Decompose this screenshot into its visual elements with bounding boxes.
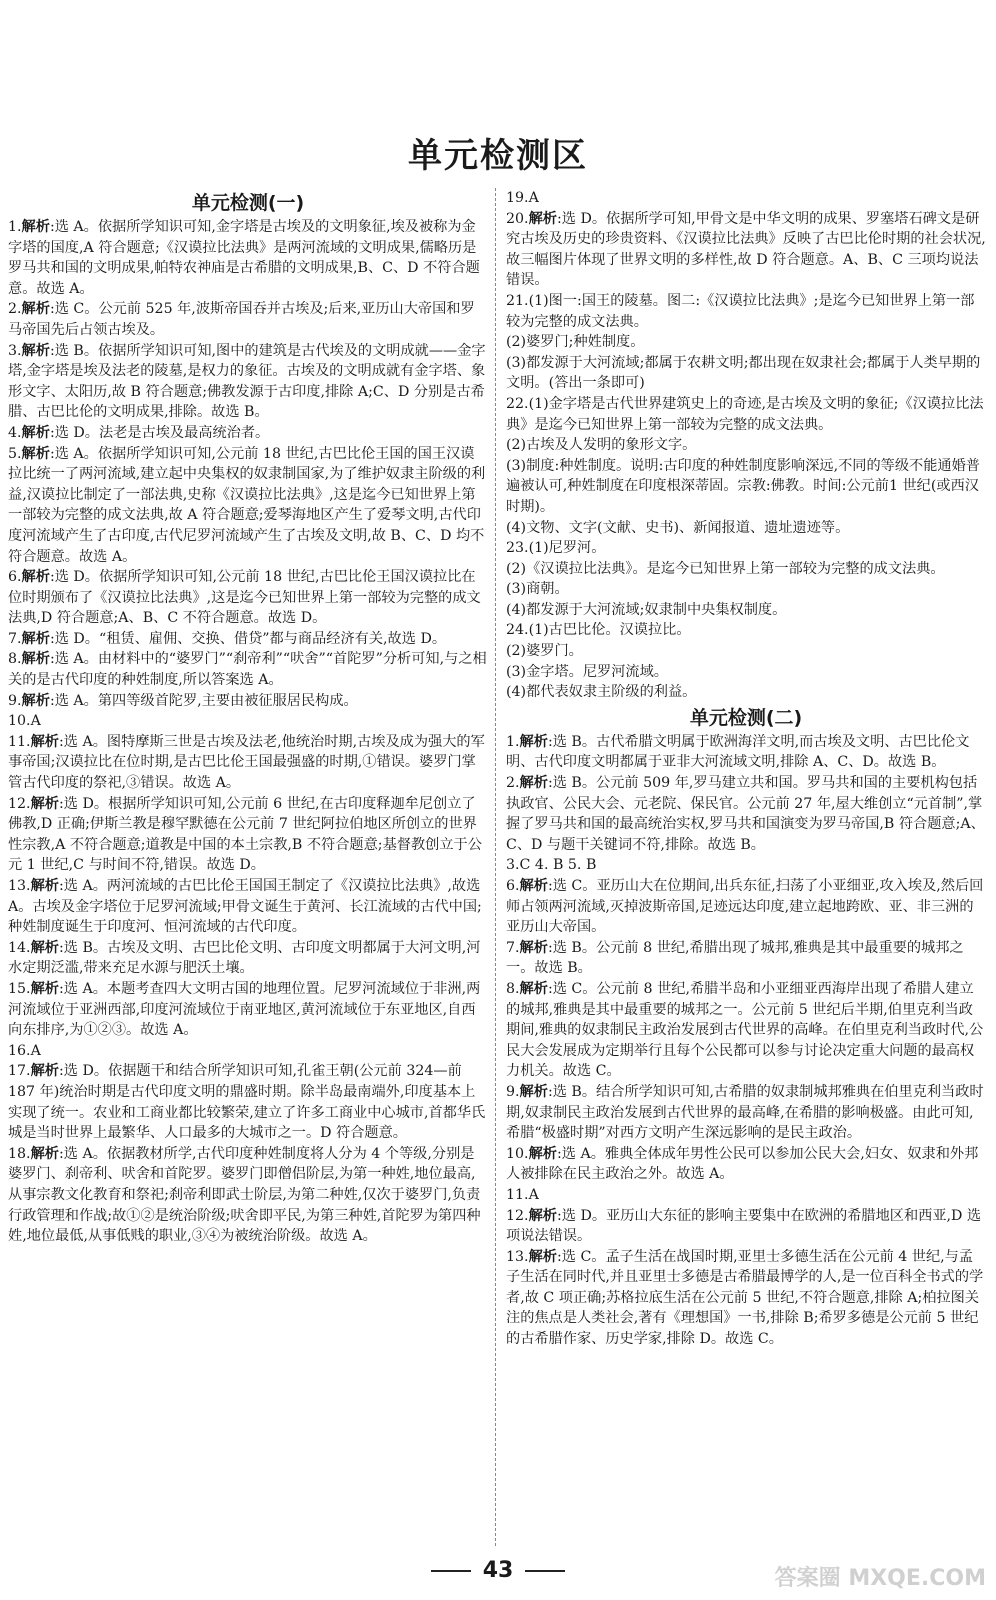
answer-item (8, 341, 488, 423)
answer-text: (4)都发源于大河流域;奴隶制中央集权制度。 (506, 601, 787, 618)
answer-number: 4. (8, 424, 22, 441)
answer-number: 3. (506, 857, 520, 874)
answer-number: 2. (506, 775, 520, 792)
answer-text: (4)文物、文字(文献、史书)、新闻报道、遗址遗迹等。 (506, 519, 850, 536)
answer-item (506, 1144, 986, 1185)
answer-text: :选 A。依据教材所学,古代印度种姓制度将人分为 4 个等级,分别是婆罗门、刹帝利、吠舍和首陀罗。婆罗门即僧侣阶层,为第一种姓,地位最高,从事宗教文化教育和祭祀;刹帝利即武士阶层,为第二种姓,仅次于婆罗门,负责行政管理和作战;故①②是统治阶级;吠舍即平民,为第三种姓,首陀罗为第四种姓,地位最低,从事低贱的职业,③④为被统治阶级。故选 A。 (8, 1145, 481, 1245)
answer-number: 14. (8, 939, 31, 956)
left-column (8, 188, 488, 1247)
answer-number: 10. (8, 713, 31, 730)
answer-label: 解析 (30, 733, 59, 750)
answer-number: 13. (506, 1248, 529, 1265)
answer-number: 13. (8, 878, 31, 894)
answer-number: 20. (506, 210, 529, 227)
answer-text: (2)婆罗门;种姓制度。 (506, 334, 645, 351)
answer-text: :选 A。图特摩斯三世是古埃及法老,他统治时期,古埃及成为强大的军事帝国;汉谟拉比在位时期,是古巴比伦王国最强盛的时期,①错误。婆罗门掌管古代印度的祭祀,③错误。故选 A。 (8, 733, 485, 792)
answer-text: :选 A。依据所学知识可知,金字塔是古埃及的文明象征,埃及被称为金字塔的国度,A 符合题意;《汉谟拉比法典》是两河流域的文明成果,儒略历是罗马共和国的文明成果,帕特农神庙是古希腊的文明成果,B、C、D 不符合题意。故选 A。 (8, 219, 480, 297)
answer-item (8, 217, 488, 299)
answer-item (8, 938, 488, 979)
answer-item (8, 1144, 488, 1247)
answer-number: 17. (8, 1063, 31, 1080)
answer-item (506, 1082, 986, 1144)
answer-label: 解析 (30, 1063, 59, 1080)
answer-item (8, 691, 488, 712)
answer-text: :选 A。两河流域的古巴比伦王国国王制定了《汉谟拉比法典》,故选 A。古埃及金字塔位于尼罗河流域;甲骨文诞生于黄河、长江流域的古代中国;种姓制度诞生于印度河、恒河流域的古代印度。 (8, 878, 482, 936)
answer-item (506, 394, 986, 435)
answer-text: :选 C。亚历山大在位期间,出兵东征,扫荡了小亚细亚,攻入埃及,然后回师占领两河流域,灭掉波斯帝国,足迹远达印度,建立起地跨欧、亚、非三洲的亚历山大帝国。 (506, 878, 984, 936)
answer-number: 1. (506, 733, 520, 750)
answer-label: 解析 (21, 219, 50, 235)
answer-number: 8. (506, 980, 520, 997)
answer-text: (3)都发源于大河流域;都属于农耕文明;都出现在奴隶社会;都属于人类早期的文明。(答出一条即可) (506, 354, 981, 392)
answer-number: 1. (8, 219, 22, 235)
answer-item (506, 938, 986, 979)
answer-text: (4)都代表奴隶主阶级的利益。 (506, 684, 697, 701)
answer-text: A (30, 1042, 41, 1059)
answer-text: :选 A。依据所学知识可知,公元前 18 世纪,古巴比伦王国的国王汉谟拉比统一了两河流域,建立起中央集权的奴隶制国家,为了维护奴隶主阶级的利益,汉谟拉比制定了一部法典,史称《汉谟拉比法典》,这是迄今已知世界上第一部较为完整的成文法典,故 A 符合题意;爱琴海地区产生了爱琴文明,古代印度河流域产生了古印度,古代尼罗河流域产生了古埃及文明,故 B、C、D 均不符合题意。故选 A。 (8, 445, 486, 565)
answer-item (8, 794, 488, 876)
answer-item (8, 711, 488, 732)
answer-item (506, 979, 986, 1082)
answer-number: 24. (506, 622, 529, 639)
right-column (506, 188, 986, 1350)
answer-item (506, 559, 986, 580)
answer-text: :选 B。公元前 8 世纪,希腊出现了城邦,雅典是其中最重要的城邦之一。故选 B。 (506, 939, 964, 977)
answer-number: 9. (8, 692, 22, 709)
answer-label: 解析 (528, 1207, 557, 1224)
answer-number: 19. (506, 190, 529, 206)
answer-text: :选 D。亚历山大东征的影响主要集中在欧洲的希腊地区和西亚,D 选项说法错误。 (506, 1207, 982, 1245)
answer-text: :选 C。孟子生活在战国时期,亚里士多德生活在公元前 4 世纪,与孟子生活在同时代,并且亚里士多德是古希腊最博学的人,是一位百科全书式的学者,故 C 项正确;苏格拉底生活在公元前 5 世纪,不符合题意,排除 A;柏拉图关注的焦点是人类社会,著有《理想国》一书,排除 B;希罗多德是公元前 5 世纪的古希腊作家、历史学家,排除 D。故选 C。 (506, 1248, 984, 1348)
answer-item (506, 1247, 986, 1350)
answer-item (506, 518, 986, 539)
answer-item (506, 456, 986, 518)
answer-number: 12. (8, 795, 31, 812)
answer-item (506, 662, 986, 683)
answer-text: (1)古巴比伦。汉谟拉比。 (528, 622, 691, 639)
answer-text: :选 B。古埃及文明、古巴比伦文明、古印度文明都属于大河文明,河水定期泛滥,带来充足水源与肥沃土壤。 (8, 939, 481, 977)
answer-number: 12. (506, 1207, 529, 1224)
answer-label: 解析 (30, 795, 59, 812)
answer-label: 解析 (21, 342, 50, 359)
answer-label: 解析 (519, 733, 548, 750)
answer-item (8, 1041, 488, 1062)
answer-item (506, 291, 986, 332)
page-number-dash-left (431, 1570, 471, 1572)
answer-item (506, 188, 986, 209)
answer-text: :选 D。依据题干和结合所学知识可知,孔雀王朝(公元前 324—前 187 年)统治时期是古代印度文明的鼎盛时期。除半岛最南端外,印度基本上实现了统一。农业和工商业都比较繁荣,建立了许多工商业中心城市,首都华氏城是当时世界上最繁华、人口最多的大城市之一。D 符合题意。 (8, 1063, 486, 1142)
answer-number: 23. (506, 540, 529, 557)
answer-item (8, 567, 488, 629)
answer-number: 5. (8, 445, 22, 462)
answer-item (8, 979, 488, 1041)
answer-text: A (528, 190, 539, 206)
answer-text: (1)金字塔是古代世界建筑史上的奇迹,是古埃及文明的象征;《汉谟拉比法典》是迄今已知世界上第一部较为完整的成文法典。 (506, 395, 984, 433)
page-number-text: 43 (482, 1558, 514, 1583)
answer-text: (2)婆罗门。 (506, 643, 583, 660)
answer-item (8, 444, 488, 568)
answer-label: 解析 (30, 1145, 59, 1162)
answer-item (506, 773, 986, 855)
answer-text: :选 D。“租赁、雇佣、交换、借贷”都与商品经济有关,故选 D。 (49, 630, 447, 647)
answer-item (8, 876, 488, 938)
answer-number: 9. (506, 1083, 520, 1100)
answer-text: (3)商朝。 (506, 581, 569, 598)
answer-label: 解析 (519, 878, 548, 894)
answer-number: 16. (8, 1042, 31, 1059)
answer-text: :选 A。由材料中的“婆罗门”“刹帝利”“吠舍”“首陀罗”分析可知,与之相关的是古代印度的种姓制度,所以答案选 A。 (8, 651, 487, 689)
answer-text: :选 B。结合所学知识可知,古希腊的奴隶制城邦雅典在伯里克利当政时期,奴隶制民主政治发展到古代世界的最高峰,在希腊的影响极盛。由此可知,希腊“极盛时期”对西方文明产生深远影响的是民主政治。 (506, 1083, 984, 1142)
section-title-unit-1: 单元检测(一) (191, 192, 305, 214)
answer-label: 解析 (30, 980, 59, 997)
answer-text: :选 D。依据所学可知,甲骨文是中华文明的成果、罗塞塔石碑文是研究古埃及历史的珍贵资料、《汉谟拉比法典》反映了古巴比伦时期的社会状况,故三幅图片体现了世界文明的多样性,故 D 符合题意。A、B、C 三项均说法错误。 (506, 210, 986, 289)
answer-text: (2)《汉谟拉比法典》。是迄今已知世界上第一部较为完整的成文法典。 (506, 560, 945, 577)
answer-label: 解析 (21, 651, 50, 668)
answer-item (506, 855, 986, 876)
answer-label: 解析 (30, 878, 59, 894)
answer-text: :选 D。依据所学知识可知,公元前 18 世纪,古巴比伦王国汉谟拉比在位时期颁布了《汉谟拉比法典》,这是迄今已知世界上第一部较为完整的成文法典,D 符合题意;A、B、C 不符合题意。故选 D。 (8, 569, 481, 627)
page-number-dash-right (525, 1570, 565, 1572)
answer-item (506, 353, 986, 394)
answer-text: :选 B。公元前 509 年,罗马建立共和国。罗马共和国的主要机构包括执政官、公民大会、元老院、保民官。公元前 27 年,屋大维创立“元首制”,掌握了罗马共和国的最高统治实权,罗马共和国演变为罗马帝国,B 符合题意;A、C、D 与题干关键词不符,排除。故选 B。 (506, 775, 985, 853)
answer-item (8, 732, 488, 794)
answer-number: 6. (506, 878, 520, 894)
answer-number: 7. (8, 630, 22, 647)
answer-item (8, 1061, 488, 1143)
answer-label: 解析 (528, 1248, 557, 1265)
column-divider (495, 188, 496, 1546)
answer-number: 10. (506, 1145, 529, 1162)
answer-label: 解析 (519, 980, 548, 997)
answer-label: 解析 (519, 775, 548, 792)
answer-item (506, 682, 986, 703)
answer-number: 15. (8, 980, 31, 997)
answer-text: :选 C。公元前 525 年,波斯帝国吞并古埃及;后来,亚历山大帝国和罗马帝国先后占领古埃及。 (8, 301, 475, 338)
answer-label: 解析 (21, 301, 50, 318)
answer-number: 11. (8, 733, 31, 750)
answer-text: (3)金字塔。尼罗河流域。 (506, 663, 668, 680)
answer-text: :选 B。依据所学知识可知,图中的建筑是古代埃及的文明成就——金字塔,金字塔是埃及法老的陵墓,是权力的象征。古埃及的文明成就有金字塔、象形文字、太阳历,故 B 符合题意;佛教发源于古印度,排除 A;C、D 分别是古希腊、古巴比伦的文明成果,排除。故选 B。 (8, 342, 486, 421)
answer-label: 解析 (21, 424, 50, 441)
answer-text: A (528, 1186, 539, 1203)
answer-label: 解析 (21, 630, 50, 647)
answer-item (506, 1185, 986, 1206)
answer-number: 11. (506, 1186, 529, 1203)
answer-label: 解析 (21, 692, 50, 709)
answer-item (506, 209, 986, 291)
answer-text: (1)尼罗河。 (528, 540, 606, 557)
answer-item (8, 629, 488, 650)
answer-number: 22. (506, 395, 529, 412)
answer-number: 18. (8, 1145, 31, 1162)
answer-text: :选 A。雅典全体成年男性公民可以参加公民大会,妇女、奴隶和外邦人被排除在民主政治之外。故选 A。 (506, 1145, 979, 1183)
answer-text: :选 A。第四等级首陀罗,主要由被征服居民构成。 (49, 692, 358, 709)
answer-item (8, 299, 488, 340)
answer-text: (1)图一:国王的陵墓。图二:《汉谟拉比法典》;是迄今已知世界上第一部较为完整的成文法典。 (506, 292, 975, 330)
answer-list-unit-1-cont (506, 188, 986, 703)
answer-text: :选 A。本题考查四大文明古国的地理位置。尼罗河流域位于非洲,两河流域位于亚洲西部,印度河流域位于南亚地区,黄河流域位于东亚地区,自西向东排序,为①②③。故选 A。 (8, 980, 481, 1039)
answer-item (8, 649, 488, 690)
answer-label: 解析 (528, 210, 557, 227)
answer-label: 解析 (21, 445, 50, 462)
answer-label: 解析 (21, 569, 50, 586)
answer-text: :选 C。公元前 8 世纪,希腊半岛和小亚细亚西海岸出现了希腊人建立的城邦,雅典是其中最重要的城邦之一。公元前 5 世纪后半期,伯里克利当政期间,雅典的奴隶制民主政治发展到古代世界的高峰。在伯里克利当政时代,公民大会发展成为定期举行且每个公民都可以参与讨论决定重大问题的最高权力机关。故选 C。 (506, 980, 984, 1080)
section-title-unit-2: 单元检测(二) (689, 706, 803, 729)
answer-text: (2)古埃及人发明的象形文字。 (506, 437, 697, 454)
answer-number: 3. (8, 342, 22, 359)
answer-text: :选 B。古代希腊文明属于欧洲海洋文明,而古埃及文明、古巴比伦文明、古代印度文明都属于亚非大河流域文明,排除 A、C、D。故选 B。 (506, 733, 970, 771)
watermark: 答案圈 MXQE.COM (774, 1566, 986, 1591)
answer-number: 7. (506, 939, 520, 956)
answer-item (506, 435, 986, 456)
answer-item (506, 876, 986, 938)
answer-number: 21. (506, 292, 529, 309)
answer-item (506, 332, 986, 353)
answer-text: A (30, 713, 41, 730)
answer-label: 解析 (519, 939, 548, 956)
answer-text: C 4. B 5. B (519, 857, 597, 874)
answer-item (506, 620, 986, 641)
answer-item (506, 732, 986, 773)
page-title: 单元检测区 (408, 136, 588, 176)
answer-text: :选 D。法老是古埃及最高统治者。 (49, 424, 270, 441)
answer-label: 解析 (519, 1083, 548, 1100)
answer-label: 解析 (528, 1145, 557, 1162)
answer-item (506, 1206, 986, 1247)
answer-list-unit-1 (8, 217, 488, 1247)
answer-number: 2. (8, 301, 22, 318)
answer-number: 8. (8, 651, 22, 668)
answer-item (506, 641, 986, 662)
answer-item (506, 538, 986, 559)
answer-text: :选 D。根据所学知识可知,公元前 6 世纪,在古印度释迦牟尼创立了佛教,D 正确;伊斯兰教是穆罕默德在公元前 7 世纪阿拉伯地区所创立的世界性宗教,A 不符合题意;道教是中国的本土宗教,B 不符合题意;基督教创立于公元 1 世纪,C 与时间不符,错误。故选 D。 (8, 795, 482, 874)
answer-text: (3)制度:种姓制度。说明:古印度的种姓制度影响深远,不同的等级不能通婚普遍被认可,种姓制度在印度根深蒂固。宗教:佛教。时间:公元前1 世纪(或西汉时期)。 (506, 457, 980, 515)
answer-item (506, 579, 986, 600)
answer-item (506, 600, 986, 621)
answer-item (8, 423, 488, 444)
answer-number: 6. (8, 569, 22, 586)
answer-list-unit-2 (506, 732, 986, 1350)
answer-label: 解析 (30, 939, 59, 956)
